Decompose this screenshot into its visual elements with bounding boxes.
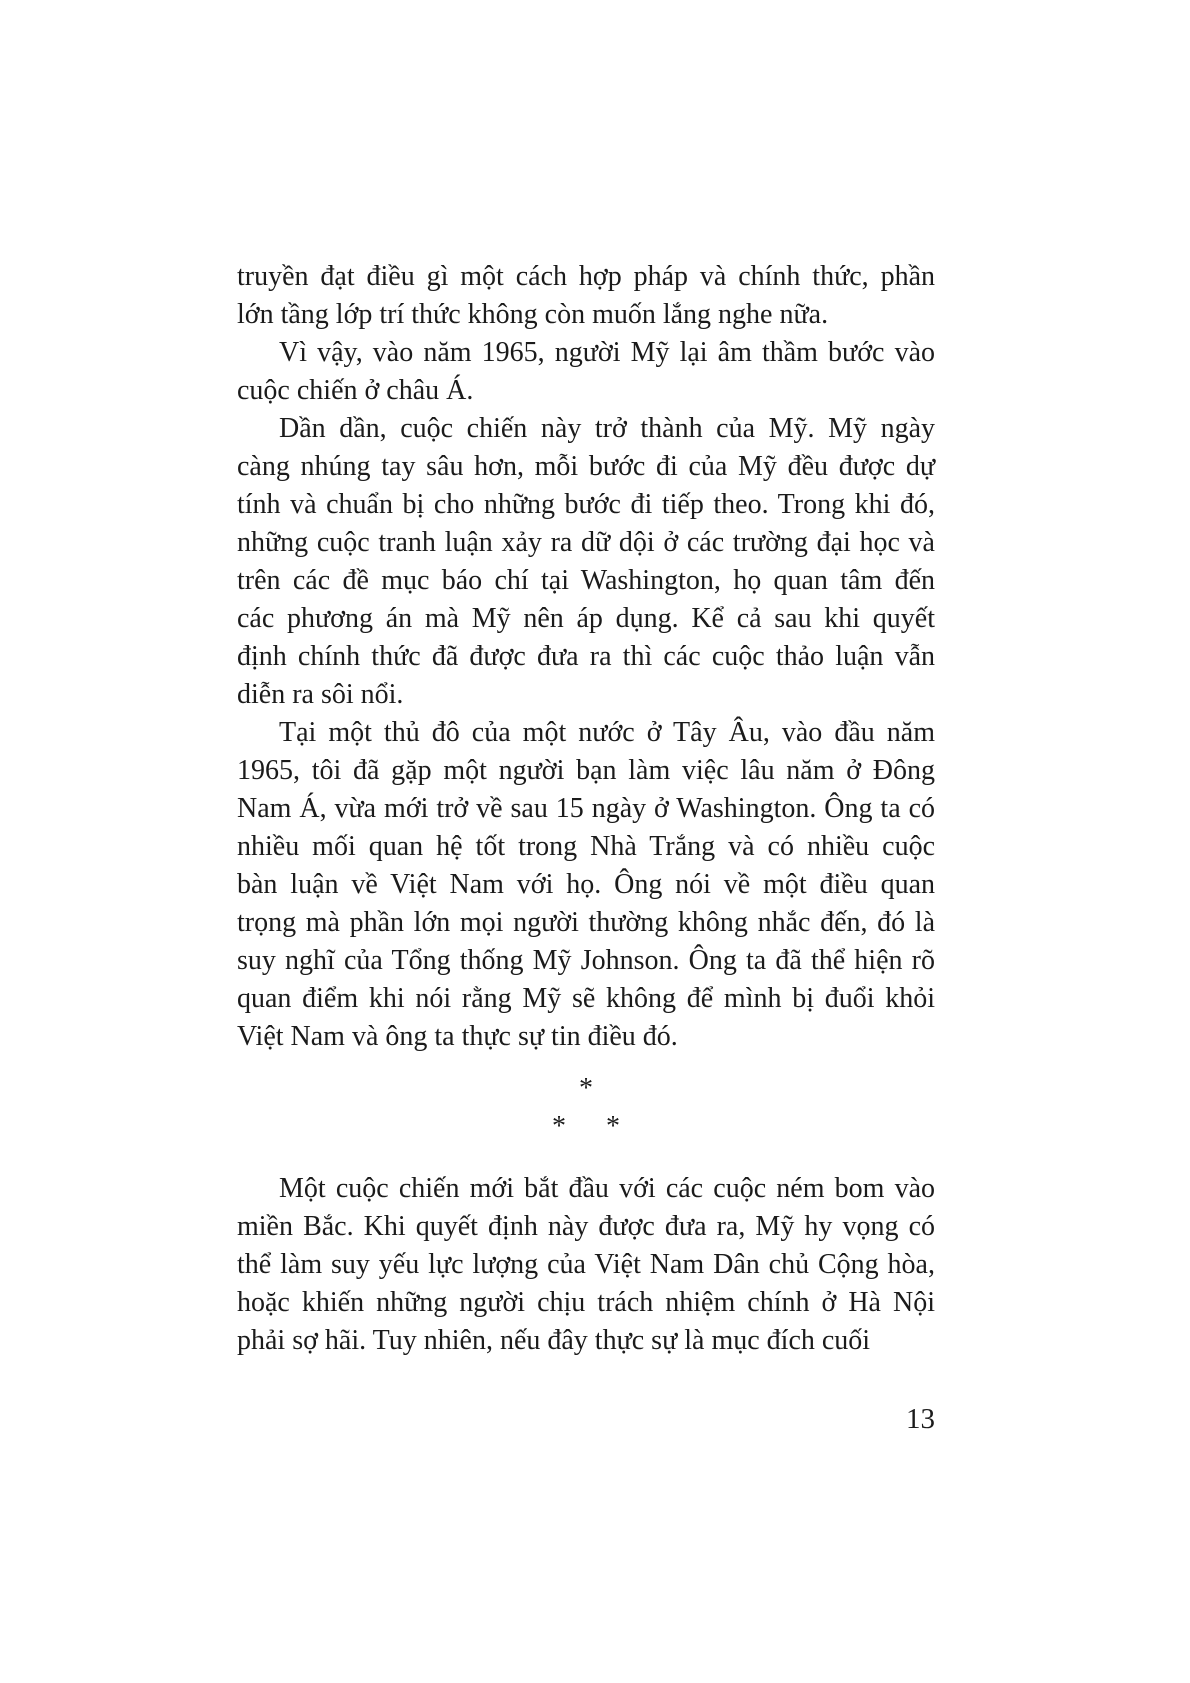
text-line: phải sợ hãi. Tuy nhiên, nếu đây thực sự là mục đích cuối	[237, 1325, 871, 1356]
asterisk: *	[579, 1073, 593, 1104]
text-line: miền Bắc. Khi quyết định này được đưa ra, Mỹ hy vọng có	[237, 1211, 935, 1242]
text-line: tính và chuẩn bị cho những bước đi tiếp theo. Trong khi đó,	[237, 489, 935, 520]
paragraph	[237, 334, 935, 410]
paragraph	[237, 258, 935, 334]
text-line: truyền đạt điều gì một cách hợp pháp và chính thức, phần	[237, 261, 935, 292]
text-line: cuộc chiến ở châu Á.	[237, 375, 474, 406]
paragraph	[237, 714, 935, 1056]
text-line: 1965, tôi đã gặp một người bạn làm việc lâu năm ở Đông	[237, 755, 935, 786]
text-line: Dần dần, cuộc chiến này trở thành của Mỹ. Mỹ ngày	[279, 413, 935, 444]
text-line: những cuộc tranh luận xảy ra dữ dội ở các trường đại học và	[237, 527, 935, 558]
text-line: suy nghĩ của Tổng thống Mỹ Johnson. Ông ta đã thể hiện rõ	[237, 945, 935, 976]
text-line: càng nhúng tay sâu hơn, mỗi bước đi của Mỹ đều được dự	[237, 451, 935, 482]
separator-row	[552, 1108, 620, 1146]
text-line: hoặc khiến những người chịu trách nhiệm chính ở Hà Nội	[237, 1287, 935, 1318]
text-line: trên các đề mục báo chí tại Washington, họ quan tâm đến	[237, 565, 935, 596]
paragraph	[237, 1170, 935, 1360]
text-line: Vì vậy, vào năm 1965, người Mỹ lại âm thầm bước vào	[279, 337, 935, 368]
text-line: diễn ra sôi nổi.	[237, 679, 404, 710]
text-line: quan điểm khi nói rằng Mỹ sẽ không để mình bị đuổi khỏi	[237, 983, 935, 1014]
text-line: nhiều mối quan hệ tốt trong Nhà Trắng và có nhiều cuộc	[237, 831, 935, 862]
text-line: thể làm suy yếu lực lượng của Việt Nam Dân chủ Cộng hòa,	[237, 1249, 935, 1280]
separator-row	[579, 1070, 593, 1108]
text-line: Việt Nam và ông ta thực sự tin điều đó.	[237, 1021, 678, 1052]
asterisk: *	[606, 1111, 620, 1142]
text-line: định chính thức đã được đưa ra thì các cuộc thảo luận vẫn	[237, 641, 935, 672]
section-separator	[237, 1056, 935, 1170]
text-line: Một cuộc chiến mới bắt đầu với các cuộc ném bom vào	[279, 1173, 935, 1204]
text-line: bàn luận về Việt Nam với họ. Ông nói về một điều quan	[237, 869, 935, 900]
text-line: Nam Á, vừa mới trở về sau 15 ngày ở Washington. Ông ta có	[237, 793, 935, 824]
page-number: 13	[906, 1403, 935, 1435]
asterisk: *	[552, 1111, 566, 1142]
text-line: lớn tầng lớp trí thức không còn muốn lắng nghe nữa.	[237, 299, 829, 330]
paragraph	[237, 410, 935, 714]
text-block	[237, 258, 935, 1360]
text-line: Tại một thủ đô của một nước ở Tây Âu, vào đầu năm	[279, 717, 935, 748]
text-line: các phương án mà Mỹ nên áp dụng. Kể cả sau khi quyết	[237, 603, 935, 634]
text-line: trọng mà phần lớn mọi người thường không nhắc đến, đó là	[237, 907, 935, 938]
